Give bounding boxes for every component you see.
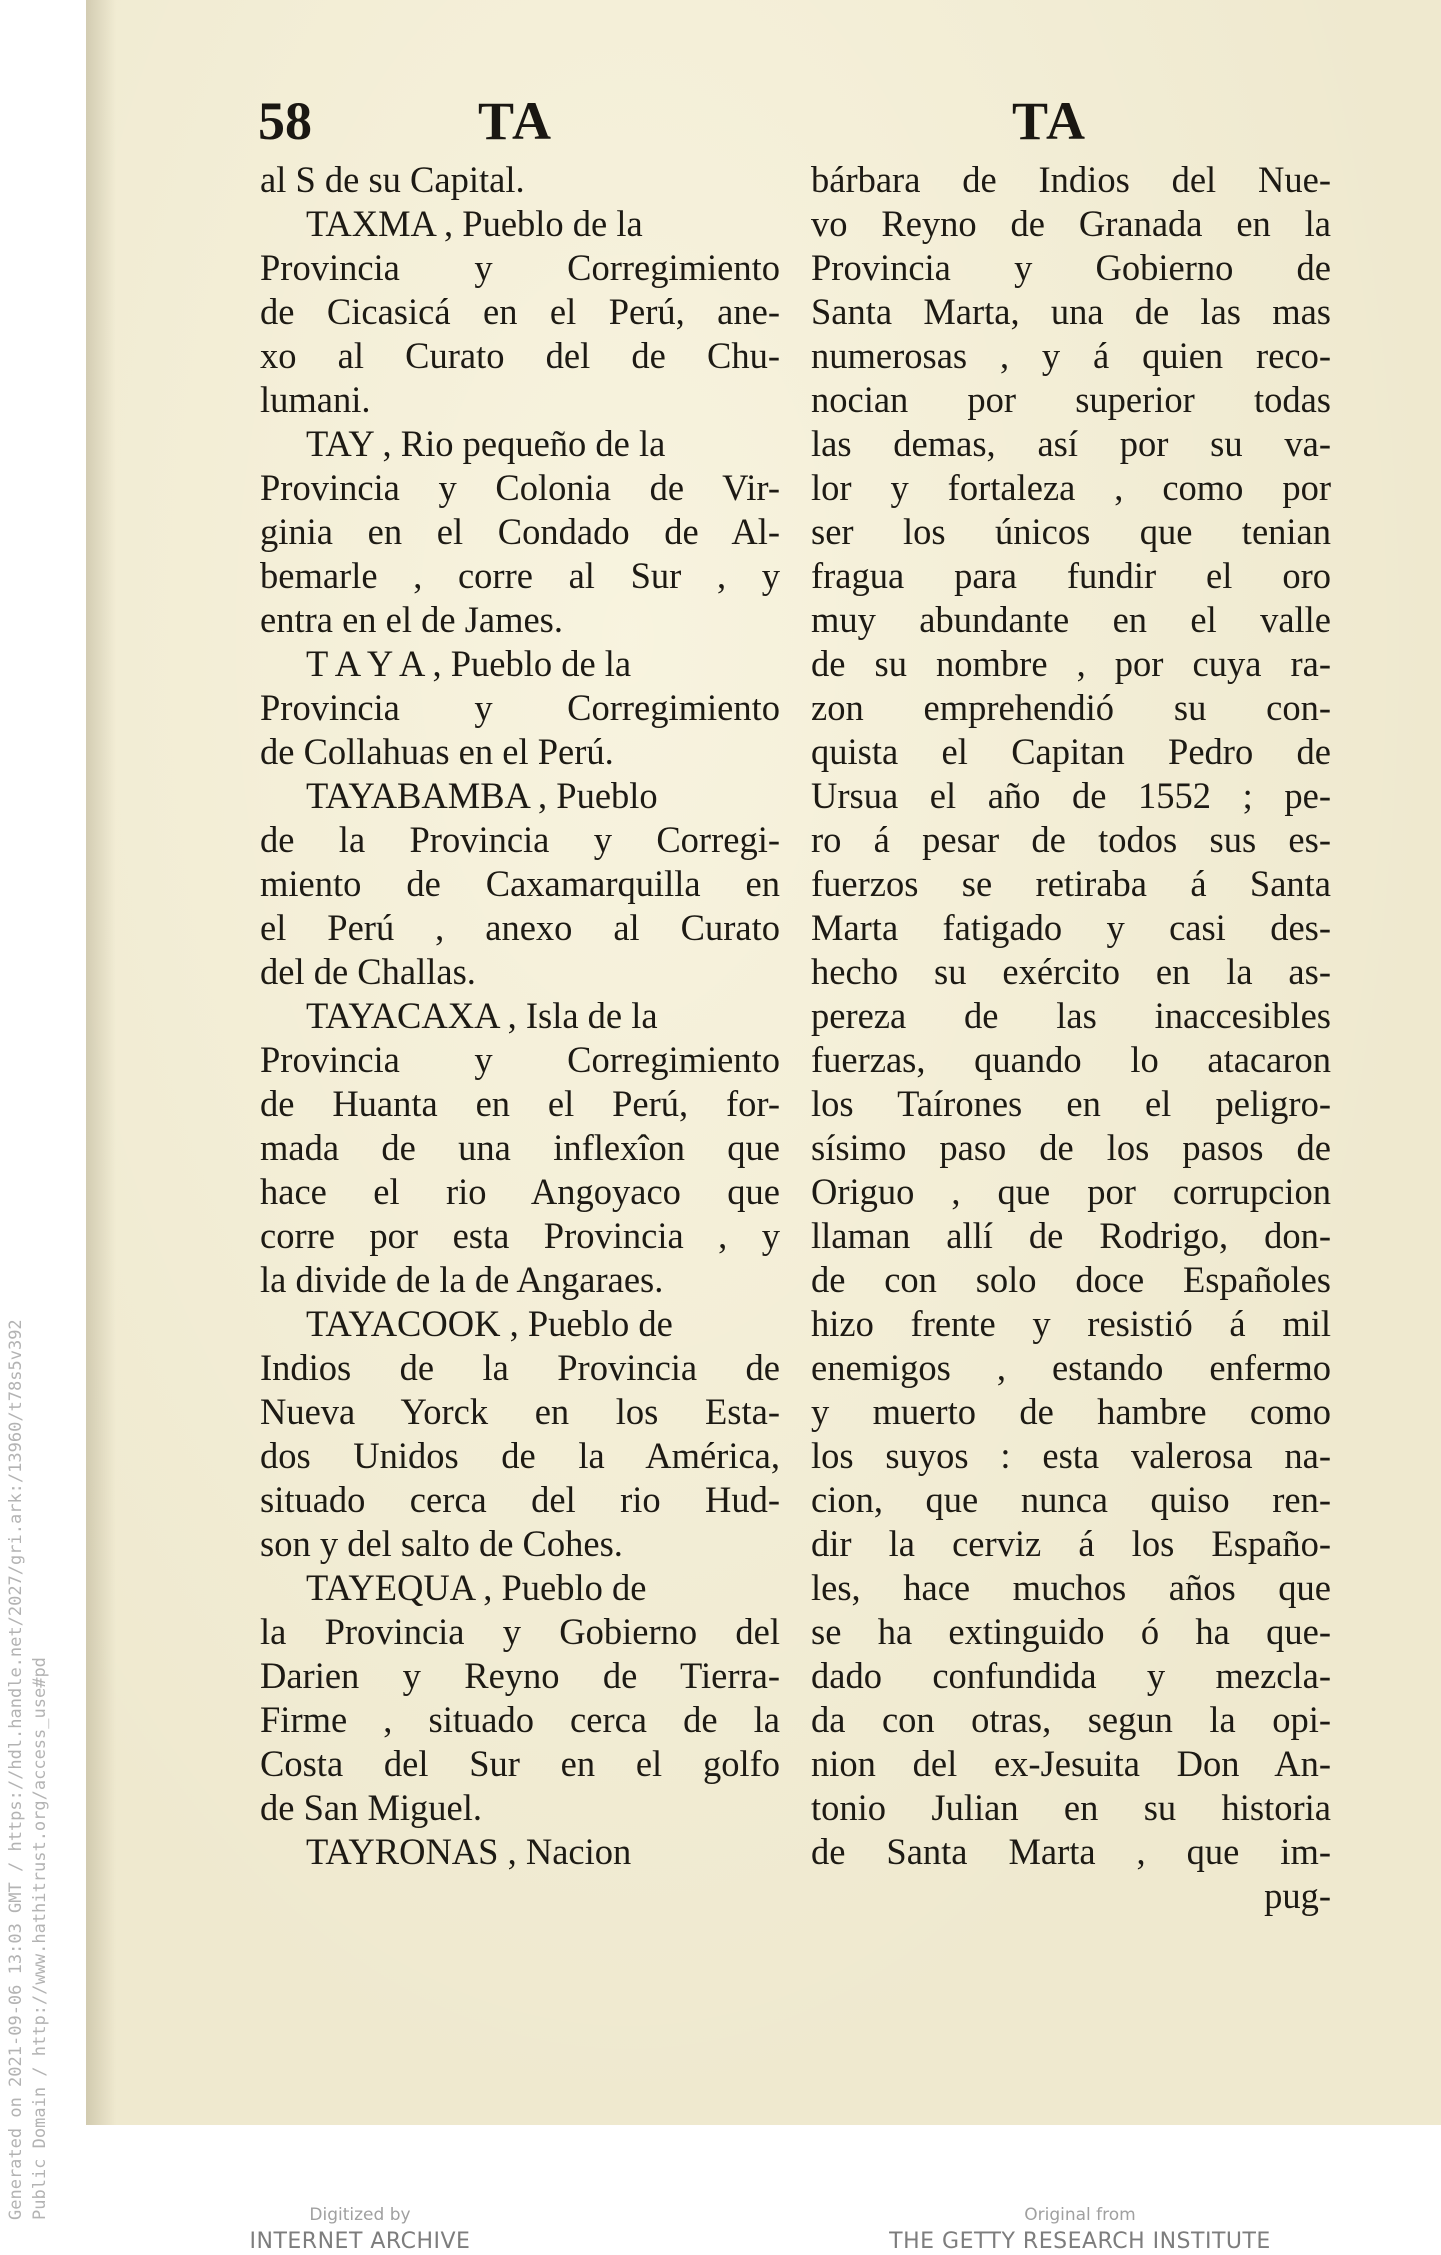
text-line: situado cerca del rio Hud- [260, 1479, 780, 1520]
text-line: dado confundida y mezcla- [811, 1655, 1331, 1696]
text-line: Marta fatigado y casi des- [811, 907, 1331, 948]
text-line: fragua para fundir el oro [811, 555, 1331, 596]
text-line: hizo frente y resistió á mil [811, 1303, 1331, 1344]
text-line: los Taírones en el peligro- [811, 1083, 1331, 1124]
text-line: pug- [1264, 1875, 1331, 1916]
text-line: lumani. [260, 379, 371, 420]
text-line: lor y fortaleza , como por [811, 467, 1331, 508]
text-line: de la Provincia y Corregi- [260, 819, 780, 860]
text-line: muy abundante en el valle [811, 599, 1331, 640]
text-line: sísimo paso de los pasos de [811, 1127, 1331, 1168]
text-line: son y del salto de Cohes. [260, 1523, 623, 1564]
gutter-shadow [86, 0, 116, 2125]
text-line: los suyos : esta valerosa na- [811, 1435, 1331, 1476]
text-line: de con solo doce Españoles [811, 1259, 1331, 1300]
text-line: TAYRONAS , Nacion [306, 1831, 632, 1872]
text-line: entra en el de James. [260, 599, 564, 640]
text-line: las demas, así por su va- [811, 423, 1331, 464]
running-head-right: TA [1012, 91, 1088, 151]
running-head-left: TA [478, 91, 554, 151]
text-line: nocian por superior todas [811, 379, 1331, 420]
text-line: TAYACOOK , Pueblo de [306, 1303, 673, 1344]
left-text-column [260, 158, 780, 1874]
original-from-credit [870, 2205, 1290, 2254]
text-line: Origuo , que por corrupcion [811, 1171, 1331, 1212]
page-number: 58 [258, 91, 312, 151]
text-line: TAY , Rio pequeño de la [306, 423, 666, 464]
text-line: hace el rio Angoyaco que [260, 1171, 780, 1212]
text-line: TAYACAXA , Isla de la [306, 995, 658, 1036]
text-line: ginia en el Condado de Al- [260, 511, 780, 552]
text-line: de su nombre , por cuya ra- [811, 643, 1331, 684]
text-line: enemigos , estando enfermo [811, 1347, 1331, 1388]
text-line: el Perú , anexo al Curato [260, 907, 780, 948]
text-line: les, hace muchos años que [811, 1567, 1331, 1608]
text-line: Indios de la Provincia de [260, 1347, 780, 1388]
text-line: de Huanta en el Perú, for- [260, 1083, 780, 1124]
text-line: se ha extinguido ó ha que- [811, 1611, 1331, 1652]
generation-note-line-2: Public Domain / http://www.hathitrust.org/access_use#pd [30, 1657, 50, 2220]
text-line: Darien y Reyno de Tierra- [260, 1655, 780, 1696]
getty-institute-label: THE GETTY RESEARCH INSTITUTE [889, 2229, 1271, 2254]
text-line: de Collahuas en el Perú. [260, 731, 614, 772]
text-line: llaman allí de Rodrigo, don- [811, 1215, 1331, 1256]
text-line: dir la cerviz á los Españo- [811, 1523, 1331, 1564]
generation-note [4, 1319, 52, 2220]
text-line: Provincia y Colonia de Vir- [260, 467, 780, 508]
text-line: quista el Capitan Pedro de [811, 731, 1331, 772]
text-line: zon emprehendió su con- [811, 687, 1331, 728]
text-line: de Santa Marta , que im- [811, 1831, 1331, 1872]
text-line: la divide de la de Angaraes. [260, 1259, 664, 1300]
text-line: Santa Marta, una de las mas [811, 291, 1331, 332]
text-line: Ursua el año de 1552 ; pe- [811, 775, 1331, 816]
text-line: fuerzos se retiraba á Santa [811, 863, 1331, 904]
text-line: de Cicasicá en el Perú, ane- [260, 291, 780, 332]
text-line: Costa del Sur en el golfo [260, 1743, 780, 1784]
text-line: la Provincia y Gobierno del [260, 1611, 780, 1652]
text-line: miento de Caxamarquilla en [260, 863, 780, 904]
text-line: corre por esta Provincia , y [260, 1215, 780, 1256]
text-line: TAYEQUA , Pueblo de [306, 1567, 647, 1608]
text-line: bárbara de Indios del Nue- [811, 159, 1331, 200]
text-line: Firme , situado cerca de la [260, 1699, 780, 1740]
text-line: pereza de las inaccesibles [811, 995, 1331, 1036]
internet-archive-label: INTERNET ARCHIVE [249, 2229, 471, 2254]
text-line: hecho su exército en la as- [811, 951, 1331, 992]
text-line: Provincia y Corregimiento [260, 1039, 780, 1080]
text-line: tonio Julian en su historia [811, 1787, 1331, 1828]
text-line: vo Reyno de Granada en la [811, 203, 1331, 244]
text-line: Provincia y Corregimiento [260, 247, 780, 288]
text-line: ro á pesar de todos sus es- [811, 819, 1331, 860]
text-line: de San Miguel. [260, 1787, 483, 1828]
text-line: del de Challas. [260, 951, 476, 992]
text-line: nion del ex-Jesuita Don An- [811, 1743, 1331, 1784]
text-line: ser los únicos que tenian [811, 511, 1331, 552]
text-line: Nueva Yorck en los Esta- [260, 1391, 780, 1432]
text-line: TAXMA , Pueblo de la [306, 203, 643, 244]
right-text-column [811, 158, 1331, 1918]
digitized-by-label: Digitized by [309, 2205, 411, 2225]
text-line: bemarle , corre al Sur , y [260, 555, 780, 596]
text-line: Provincia y Gobierno de [811, 247, 1331, 288]
text-line: dos Unidos de la América, [260, 1435, 780, 1476]
text-line: Provincia y Corregimiento [260, 687, 780, 728]
text-line: numerosas , y á quien reco- [811, 335, 1331, 376]
generation-note-line-1: Generated on 2021-09-06 13:03 GMT / https://hdl.handle.net/2027/gri.ark:/13960/t78s5v392 [6, 1319, 26, 2220]
original-from-label: Original from [1024, 2205, 1136, 2225]
text-line: xo al Curato del de Chu- [260, 335, 780, 376]
text-line: mada de una inflexîon que [260, 1127, 780, 1168]
text-line: TAYABAMBA , Pueblo [306, 775, 658, 816]
text-line: da con otras, segun la opi- [811, 1699, 1331, 1740]
text-line: cion, que nunca quiso ren- [811, 1479, 1331, 1520]
text-line: al S de su Capital. [260, 159, 525, 200]
digitized-by-credit [230, 2205, 490, 2254]
text-line: T A Y A , Pueblo de la [306, 643, 632, 684]
text-line: y muerto de hambre como [811, 1391, 1331, 1432]
text-line: fuerzas, quando lo atacaron [811, 1039, 1331, 1080]
